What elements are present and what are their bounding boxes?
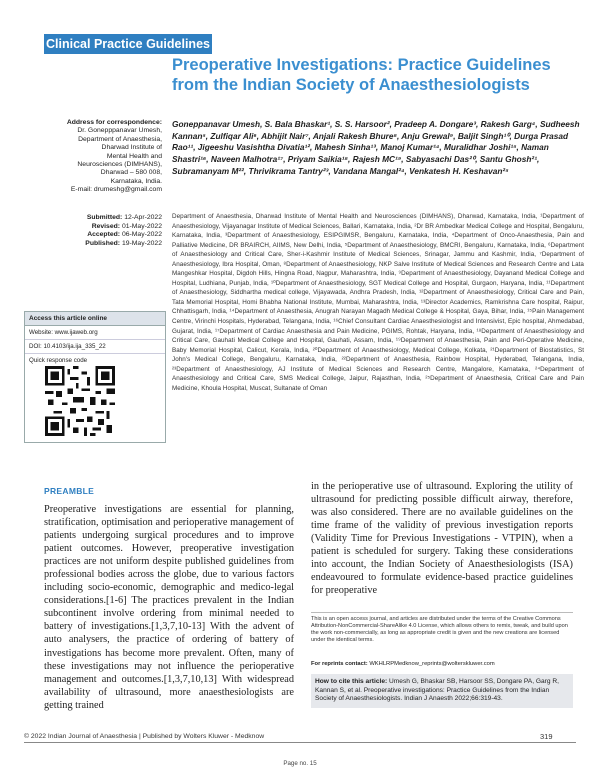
title-line-1: Preoperative Investigations: Practice Guidelines: [172, 56, 551, 74]
qr-label: Quick response code: [29, 357, 88, 364]
correspondence-line: Neurosciences (DIMHANS),: [77, 161, 162, 169]
article-dates: [24, 214, 162, 248]
accepted-date: Accepted: 06-May-2022: [87, 231, 162, 239]
correspondence-line: Department of Anaesthesia,: [78, 135, 162, 143]
citation-box: [311, 674, 573, 708]
revised-date: Revised: 01-May-2022: [91, 222, 162, 230]
access-header: Access this article online: [25, 312, 165, 326]
correspondence-line: Dharwad – 580 008,: [100, 169, 162, 177]
correspondence-line: Mental Health and: [106, 152, 162, 160]
section-heading-preamble: PREAMBLE: [44, 486, 95, 496]
affiliations: Department of Anaesthesia, Dharwad Institute of Mental Health and Neurosciences (DIMHANS), Dharwad, Karnataka, India, ¹Department of Anaesthesiology, Vijayanagar Institute of Medical Sciences, Ballari, Karnataka, India, ²Dr BR Ambedkar Medical College and Hospital, Bengaluru, Karnataka, India, ³Department of Anaesthesiology, ESIPGIMSR, Bengaluru, Karnataka, India, ⁴Department of Onco-Anaesthesia, Pain and Palliative Medicine, DR BRAIRCH, AIIMS, New Delhi, India, ⁵Department of Anaesthesiology, BMCRI, Bengaluru, Karnataka, India, ⁶Department of Anaesthesiology and Critical Care, Sher-i-Kashmir Institute of Medical Sciences, Srinagar, Jammu and Kashmir, India, ⁷Department of Anaesthesiology, Ibra Hospital, Oman, ⁸Department of Anaesthesiology, NKP Salve Institute of Medical Sciences and Research Centre and Lata Mangeshkar Hospital, Digdoh Hills, Hingna Road, Nagpur, Maharashtra, India, ⁹Department of Anaesthesiology, Dayanand Medical College and Hospital, Ludhiana, Punjab, India, ¹⁰Department of Anaesthesiology, SGT Medical College and Hospital, Gurgaon, Haryana, India, ¹¹Department of Anaesthesiology, Siddhartha medical college, Vijayawada, Andhra Pradesh, India, ¹²Department of Anaesthesiology, Critical Care and Pain, Tata Memorial Hospital, Homi Bhabha National Institute, Mumbai, Maharashtra, India, ¹³Director Academics, Ramkrishna Care hospital, Raipur, Chhattisgarh, India, ¹⁴Department of Anaesthesia, Anugrah Narayan Magadh Medical College & Hospital, Gaya, Bihar, India, ¹⁵Pain Management Centre, Virinchi Hospitals, Hyderabad, Telangana, India, ¹⁶Chief Consultant Cardiac Anaesthesiologist and Intensivist, Epic hospital, Ahmedabad, Gujarat, India, ¹⁷Department of Cardiac Anaesthesia and Pain Medicine, PGIMS, Rohtak, Haryana, India, ¹⁸Department of Anaesthesiology and Critical Care, Gauhati Medical College and Hospital, Gauhati, Assam, India, ¹⁹Department of Anaesthesia, Pain and Peri-Operative Medicine, Baby Memorial Hospital, Calicut, Kerala, India, ²⁰Department of Anaesthesiology, Medical College, Kolkata, ²¹Department of Biostatistics, St John's Medical College, Bengaluru, Karnataka, India, ²²Department of Anaesthesia, Rainbow Hospital, Hyderabad, Telangana, India, ²³Department of Anaesthesiology, AJ Institute of Medical Sciences and Research Centre, Mangalore, Karnataka, ²⁴Department of Anaesthesiology and Critical Care, SMS Medical College, Jaipur, Rajasthan, India, ²⁵Department of Anaesthesia, Critical Care and Pain Medicine, Khoula Hospital, Muscat, Sultanate of Oman: [172, 213, 584, 392]
reprints-contact: For reprints contact: WKHLRPMedknow_reprints@wolterskluwer.com: [311, 661, 495, 667]
article-title: [172, 55, 572, 95]
title-line-2: from the Indian Society of Anaesthesiologists: [172, 76, 530, 94]
section-badge: Clinical Practice Guidelines: [44, 34, 212, 54]
license-note: This is an open access journal, and articles are distributed under the terms of the Creative Commons Attribution-NonCommercial-ShareAlike 4.0 License, which allows others to remix, tweak, and build upon the work non-commercially, as long as appropriate credit is given and the new creations are licensed under the identical terms.: [311, 612, 573, 644]
footer-copyright: © 2022 Indian Journal of Anaesthesia | Published by Wolters Kluwer - Medknow: [24, 733, 265, 740]
pdf-page-label: Page no. 15: [283, 760, 317, 767]
website-link[interactable]: Website: www.ijaweb.org: [25, 326, 165, 340]
body-paragraph: Preoperative investigations are essential for planning, stratification, optimisation and perioperative management of patients undergoing surgical procedures and to improve patient outcomes. However, preoperative investigation practices are not uniform despite published guidelines from professional bodies across the globe, due to various factors including socio-economic, demographic and medico-legal considerations.[1-6] The practices prevalent in the Indian subcontinent involve ordering from minimal needed to battery of investigations.[1,3,7,10-13] With the advent of auto analysers, the practice of ordering of battery of investigations has become more prevalent. Often, many of these investigations may not influence the perioperative management and outcomes.[1,3,7,10,13] With widespread availability of ultrasound, more anaesthesiologists are getting trained: [44, 504, 294, 711]
correspondence-email[interactable]: E-mail: drumeshg@gmail.com: [70, 186, 162, 194]
submitted-date: Submitted: 12-Apr-2022: [86, 214, 162, 221]
author-list: Goneppanavar Umesh, S. Bala Bhaskar¹, S. S. Harsoor², Pradeep A. Dongare³, Rakesh Garg⁴, Sudheesh Kannan⁵, Zulfiqar Ali⁶, Abhijit Nair⁷, Anjali Rakesh Bhure⁸, Anju Grewal⁹, Baljit Singh¹⁰, Durga Prasad Rao¹¹, Jigeeshu Vasishtha Divatia¹², Mahesh Sinha¹³, Manoj Kumar¹⁴, Muralidhar Joshi¹⁵, Naman Shastri¹⁶, Naveen Malhotra¹⁷, Priyam Saikia¹⁸, Rajesh MC¹⁹, Sabyasachi Das²⁰, Santu Ghosh²¹, Subramanyam M²², Thrivikrama Tantry²³, Vandana Mangal²⁴, Venkatesh H. Keshavan²⁵: [172, 119, 580, 176]
footer-divider: [24, 742, 576, 743]
qr-code-icon[interactable]: [45, 366, 115, 436]
correspondence-line: Dr. Gonepppanavar Umesh,: [77, 127, 162, 135]
body-column-2: in the perioperative use of ultrasound. Exploring the utility of ultrasound for predicting possible difficult airway, therefore, was also considered. There are no available guidelines on the time frame of the validity of previous investigation reports (Validity Time for Previous Investigations - VTPIN), when a patient is scheduled for surgery. Taking these considerations into account, the Indian Society of Anaesthesiologists (ISA) endeavoured to formulate evidence-based practice guidelines for preoperative: [311, 481, 573, 597]
citation-text: Umesh G, Bhaskar SB, Harsoor SS, Dongare PA, Garg R, Kannan S, et al. Preoperative investigations: Practice Guidelines from the Indian Society of Anaesthesiologists. Indian J Anaesth 2022;66:319-43.: [315, 678, 559, 702]
citation-label: How to cite this article:: [315, 678, 388, 685]
body-column-1: [44, 503, 294, 712]
reprints-email[interactable]: WKHLRPMedknow_reprints@wolterskluwer.com: [369, 661, 495, 667]
correspondence-line: Dharwad Institute of: [101, 144, 162, 152]
correspondence-address: [24, 119, 162, 195]
correspondence-label: Address for correspondence:: [66, 119, 162, 126]
correspondence-line: Karnataka, India.: [110, 177, 162, 185]
published-date: Published: 19-May-2022: [85, 239, 162, 247]
footer-page-number: 319: [540, 732, 553, 741]
doi-link[interactable]: DOI: 10.4103/ija.ija_335_22: [25, 340, 165, 354]
